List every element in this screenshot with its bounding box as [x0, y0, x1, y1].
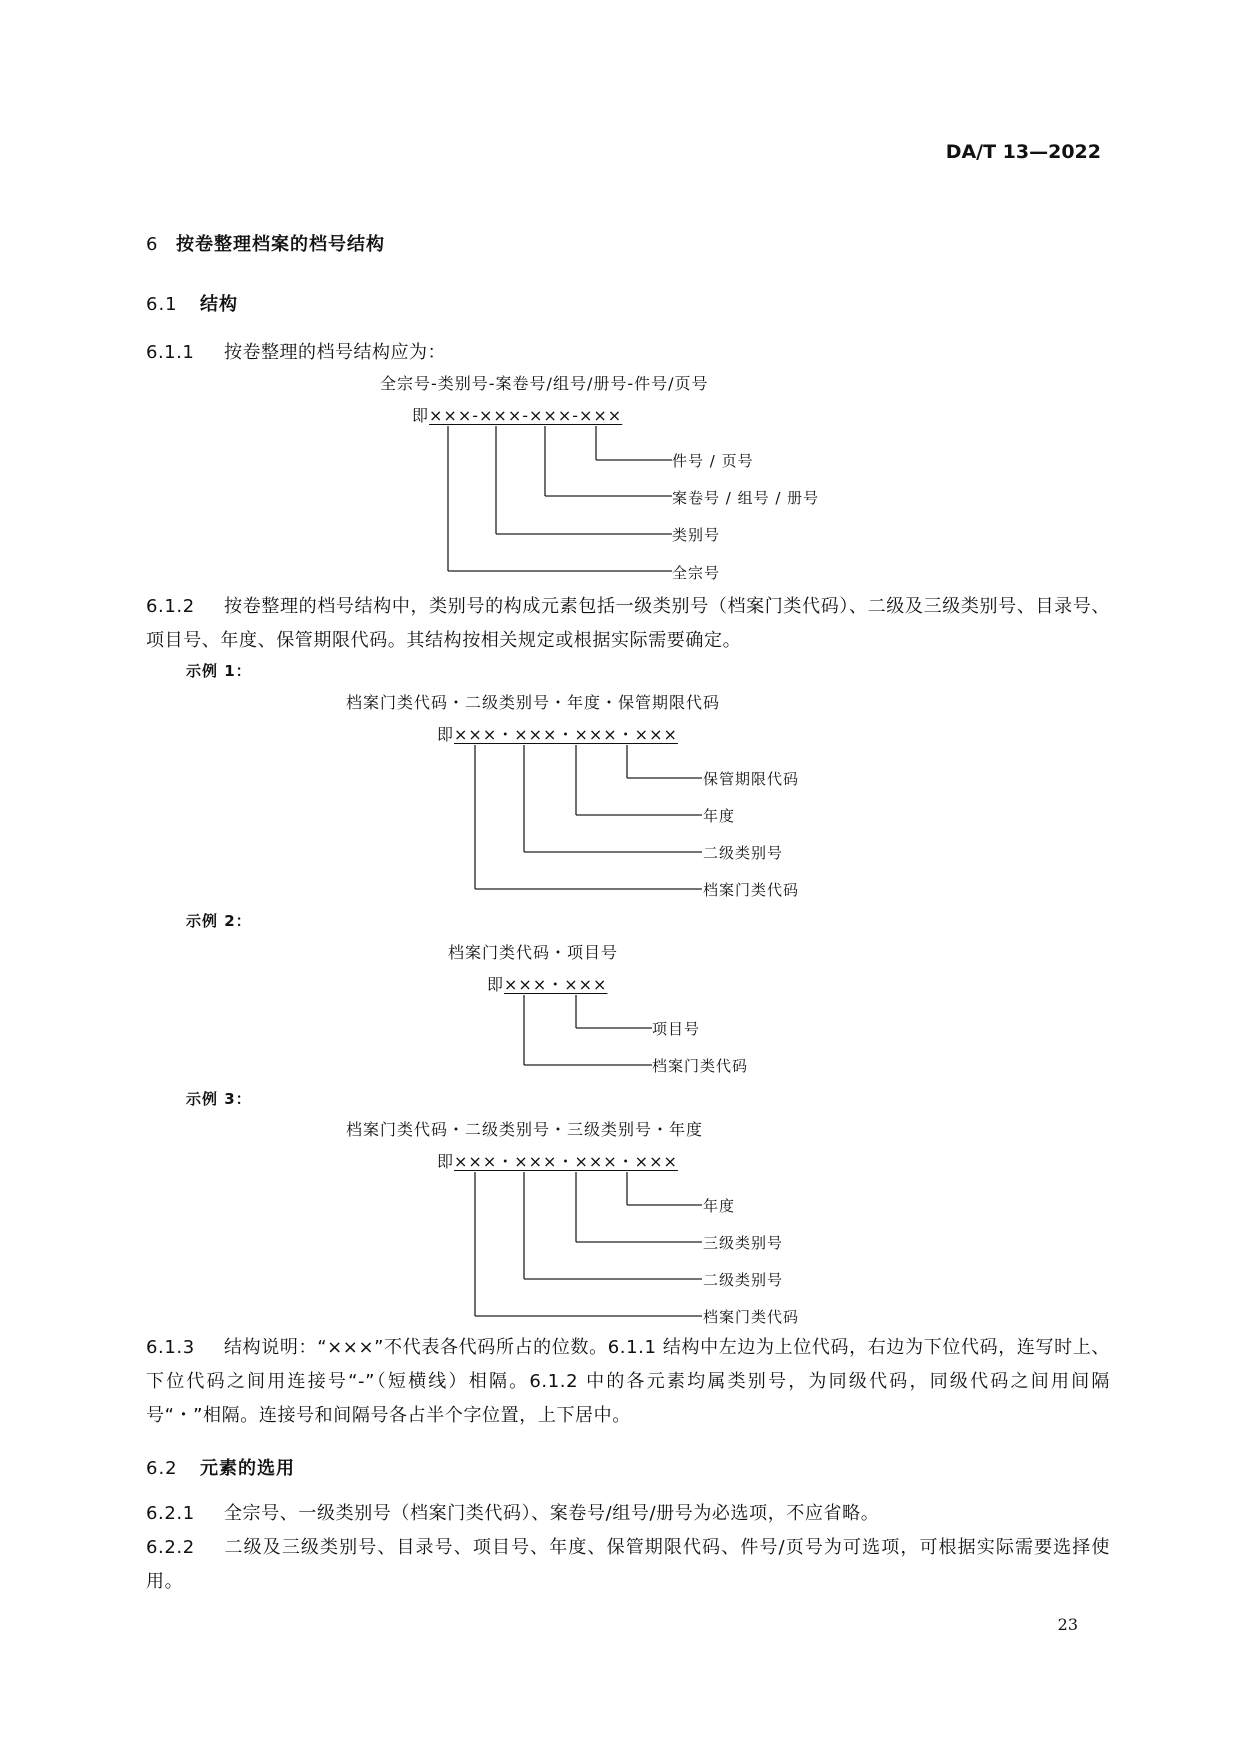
diagram1-label-piece: 件号 / 页号	[672, 452, 754, 470]
section-number: 6.2	[146, 1458, 178, 1479]
example1-label-year: 年度	[703, 807, 736, 825]
clause-number: 6.2.2	[146, 1537, 195, 1558]
example2-label-project: 项目号	[652, 1020, 701, 1038]
section-title: 结构	[200, 294, 238, 315]
code-prefix: 即	[437, 1152, 455, 1171]
clause-text: 按卷整理的档号结构应为：	[224, 342, 446, 363]
code-pattern: ×××・×××・×××・×××	[454, 1152, 678, 1171]
diagram1-label-file: 案卷号 / 组号 / 册号	[672, 489, 820, 507]
example2-label: 示例 2：	[186, 912, 252, 930]
section-number: 6	[146, 234, 159, 255]
code-prefix: 即	[437, 725, 455, 744]
example3-label-second-category: 二级类别号	[703, 1271, 784, 1289]
section-6-2-heading	[146, 1454, 295, 1480]
clause-number: 6.1.3	[146, 1337, 195, 1358]
example3-label: 示例 3：	[186, 1090, 252, 1108]
example1-label-retention: 保管期限代码	[703, 770, 800, 788]
example3-label-archive-type: 档案门类代码	[703, 1308, 800, 1326]
section-title: 元素的选用	[200, 1458, 295, 1479]
example3-label-third-category: 三级类别号	[703, 1234, 784, 1252]
code-prefix: 即	[487, 975, 505, 994]
clause-6-1-3	[146, 1331, 1110, 1433]
example1-label-archive-type: 档案门类代码	[703, 881, 800, 899]
clause-number: 6.1.1	[146, 342, 195, 363]
section-title: 按卷整理档案的档号结构	[176, 234, 385, 255]
example3-label-year: 年度	[703, 1197, 736, 1215]
section-number: 6.1	[146, 294, 178, 315]
clause-text: 按卷整理的档号结构中，类别号的构成元素包括一级类别号（档案门类代码）、二级及三级类别号、目录号、项目号、年度、保管期限代码。其结构按相关规定或根据实际需要确定。	[146, 596, 1110, 651]
example3-title: 档案门类代码・二级类别号・三级类别号・年度	[346, 1120, 704, 1139]
standard-number: DA/T 13—2022	[945, 141, 1101, 163]
clause-text: 二级及三级类别号、目录号、项目号、年度、保管期限代码、件号/页号为可选项，可根据实际需要选择使用。	[146, 1537, 1110, 1592]
clause-text: 结构说明：“×××”不代表各代码所占的位数。6.1.1 结构中左边为上位代码，右边为下位代码，连写时上、下位代码之间用连接号“-”（短横线）相隔。6.1.2 中的各元素均属类别号，为同级代码，同级代码之间用间隔号“・”相隔。连接号和间隔号各占半个字位置，上下居中。	[146, 1337, 1110, 1426]
diagram1-title: 全宗号-类别号-案卷号/组号/册号-件号/页号	[380, 374, 709, 393]
example1-title: 档案门类代码・二级类别号・年度・保管期限代码	[346, 693, 721, 712]
example1-label-second-category: 二级类别号	[703, 844, 784, 862]
example2-label-archive-type: 档案门类代码	[652, 1057, 749, 1075]
example1-label: 示例 1：	[186, 662, 252, 680]
clause-number: 6.1.2	[146, 596, 195, 617]
clause-text: 全宗号、一级类别号（档案门类代码）、案卷号/组号/册号为必选项，不应省略。	[224, 1503, 880, 1524]
page-number: 23	[1057, 1615, 1078, 1634]
code-pattern: ×××-×××-×××-×××	[429, 406, 623, 425]
diagram1-label-category: 类别号	[672, 526, 721, 544]
code-pattern: ×××・×××	[504, 975, 608, 994]
clause-6-2-2	[146, 1531, 1110, 1599]
example2-title: 档案门类代码・项目号	[448, 943, 619, 962]
code-pattern: ×××・×××・×××・×××	[454, 725, 678, 744]
clause-6-2-1	[146, 1497, 1110, 1531]
clause-number: 6.2.1	[146, 1503, 195, 1524]
diagram1-label-fonds: 全宗号	[672, 564, 721, 582]
code-prefix: 即	[412, 406, 430, 425]
